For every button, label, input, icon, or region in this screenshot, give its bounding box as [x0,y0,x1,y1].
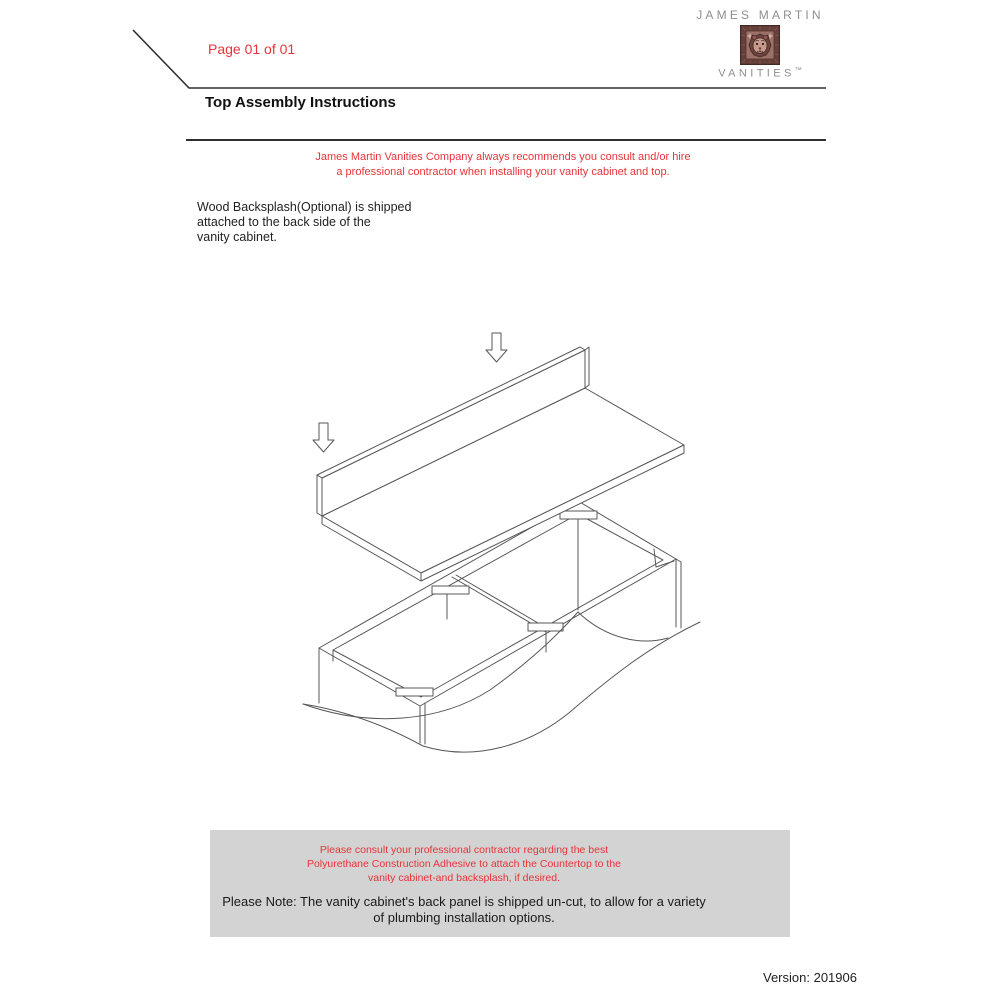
backsplash-note-line-3: vanity cabinet. [197,230,277,244]
brand-name-top: JAMES MARTIN [696,8,824,22]
back-panel-note-line-1: Please Note: The vanity cabinet's back panel is shipped un-cut, to allow for a variety [222,894,706,909]
corner-brace-divider-front [528,623,563,631]
page-number-label: Page 01 of 01 [208,41,296,57]
adhesive-note [210,843,718,885]
backsplash-note-line-2: attached to the back side of the [197,215,371,229]
version-label: Version: 201906 [763,970,857,985]
corner-brace-divider-back [432,586,469,594]
adhesive-note-line-1: Please consult your professional contractor regarding the best [319,844,609,856]
back-panel-note [210,894,718,925]
back-panel-note-line-2: of plumbing installation options. [373,909,555,925]
assembly-diagram [280,315,720,785]
backsplash-note-line-1: Wood Backsplash(Optional) is shipped [197,200,412,214]
page-title: Top Assembly Instructions [205,94,396,111]
backsplash-note [197,200,411,245]
corner-brace-back-right [560,511,597,519]
title-divider-rule [186,139,826,141]
disclaimer-line-2: a professional contractor when installing your vanity cabinet and top. [336,165,670,178]
adhesive-note-line-3: vanity cabinet-and backsplash, if desired. [367,872,561,884]
brand-logo [690,8,830,80]
contractor-disclaimer [186,150,820,179]
trademark-symbol: ™ [794,67,802,74]
adhesive-note-line-2: Polyurethane Construction Adhesive to attach the Countertop to the [306,858,622,870]
lion-crest-icon [740,25,780,65]
notice-text [210,843,718,925]
countertop-drawing [317,347,684,581]
down-arrow-icon [313,423,334,452]
corner-brace-front-left [396,688,433,696]
brand-name-bottom: VANITIES™ [718,67,802,80]
down-arrow-icon [486,333,507,362]
header-rule [0,0,1000,100]
disclaimer-line-1: James Martin Vanities Company always recommends you consult and/or hire [315,151,691,163]
adhesive-notice-box [210,830,790,937]
